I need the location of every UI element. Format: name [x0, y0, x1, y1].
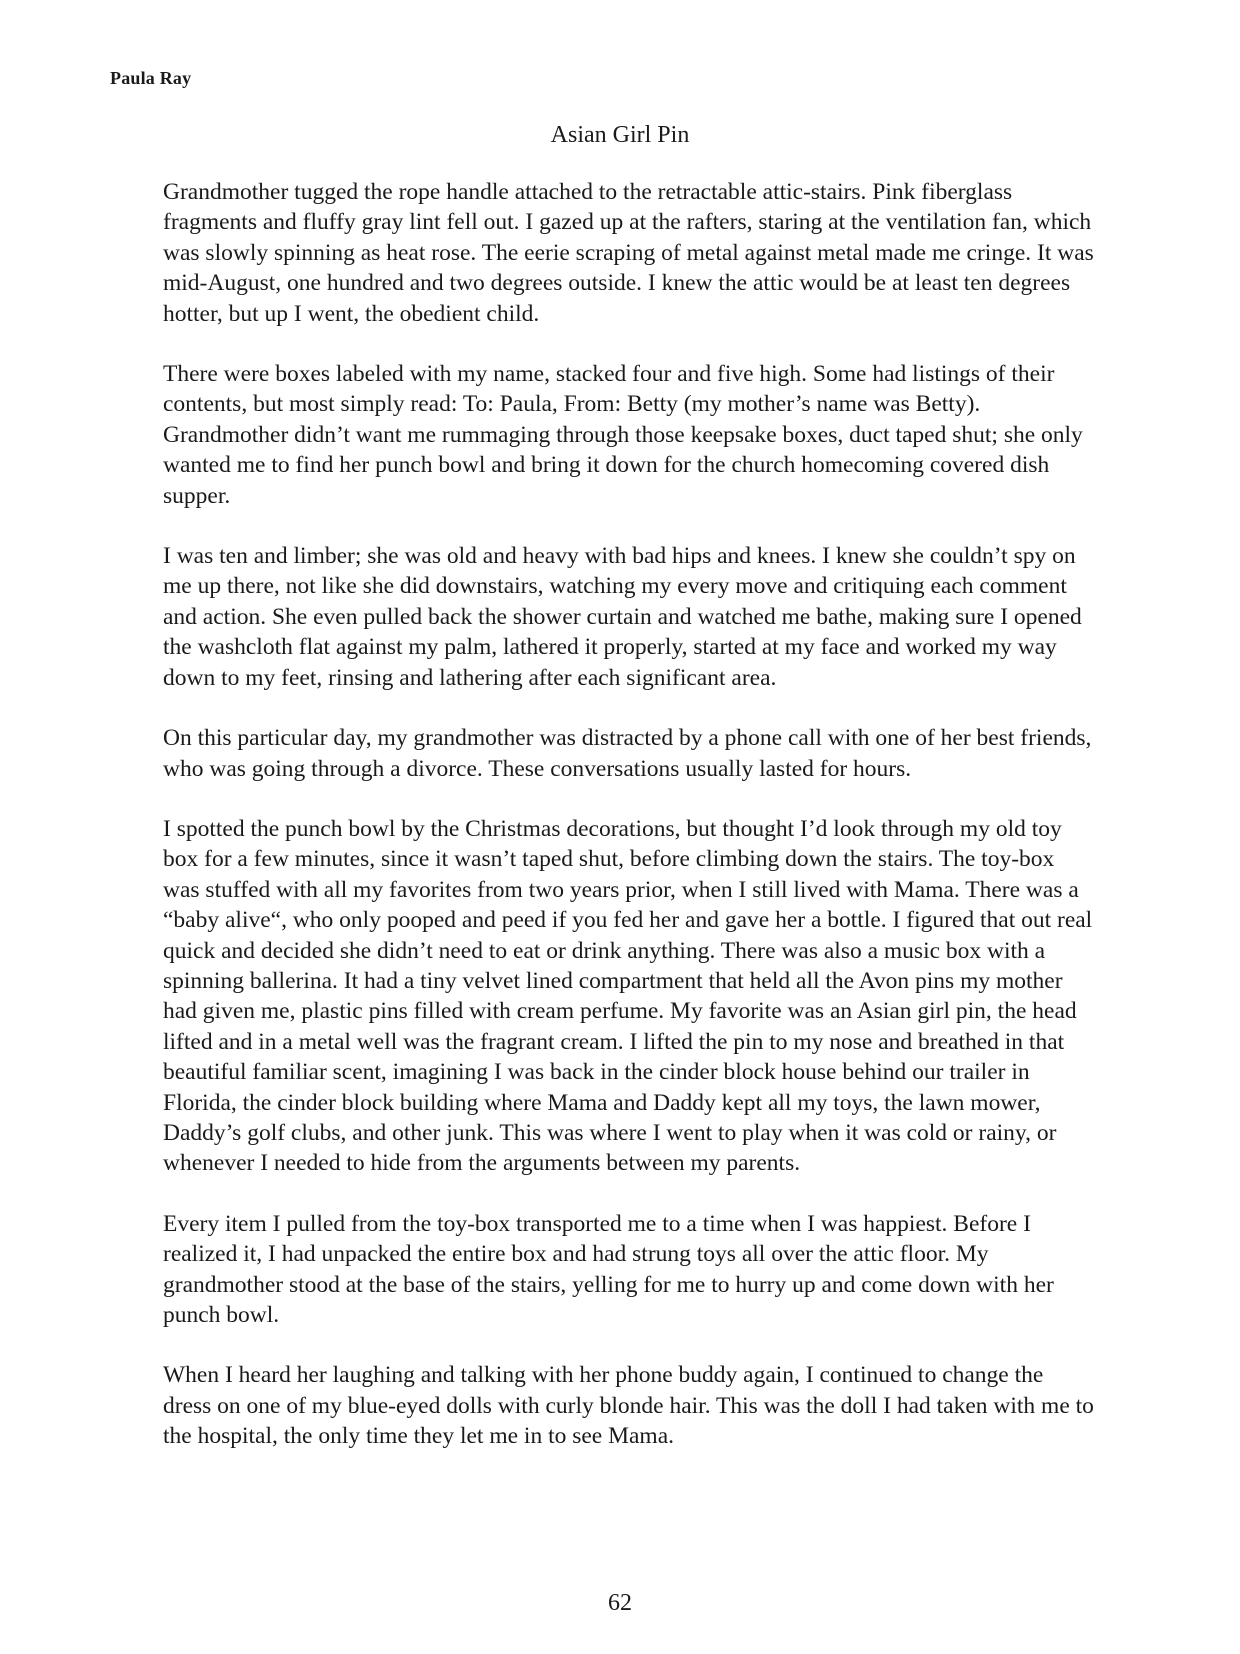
story-body: [163, 177, 1095, 1482]
paragraph-2: There were boxes labeled with my name, stacked four and five high. Some had listings of their contents, but most simply read: To: Paula, From: Betty (my mother’s name was Betty). Grandmother didn’t want me rummaging through those keepsake boxes, duct taped shut; she only wanted me to find her punch bowl and bring it down for the church homecoming covered dish supper.: [163, 361, 1083, 509]
author-name: Paula Ray: [110, 68, 192, 88]
paragraph-1: Grandmother tugged the rope handle attached to the retractable attic-stairs. Pink fiberglass fragments and fluffy gray lint fell out. I gazed up at the rafters, staring at the ventilation fan, which was slowly spinning as heat rose. The eerie scraping of metal against metal made me cringe. It was mid-August, one hundred and two degrees outside. I knew the attic would be at least ten degrees hotter, but up I went, the obedient child.: [163, 179, 1094, 327]
paragraph-4: On this particular day, my grandmother was distracted by a phone call with one of her best friends, who was going through a divorce. These conversations usually lasted for hours.: [163, 725, 1092, 782]
paragraph-5: I spotted the punch bowl by the Christmas decorations, but thought I’d look through my old toy box for a few minutes, since it wasn’t taped shut, before climbing down the stairs. The toy-box was stuffed with all my favorites from two years prior, when I still lived with Mama. There was a “baby alive“, who only pooped and peed if you fed her and gave her a bottle. I figured that out real quick and decided she didn’t need to eat or drink anything. There was also a music box with a spinning ballerina. It had a tiny velvet lined compartment that held all the Avon pins my mother had given me, plastic pins filled with cream perfume. My favorite was an Asian girl pin, the head lifted and in a metal well was the fragrant cream. I lifted the pin to my nose and breathed in that beautiful familiar scent, imagining I was back in the cinder block house behind our trailer in Florida, the cinder block building where Mama and Daddy kept all my toys, the lawn mower, Daddy’s golf clubs, and other junk. This was where I went to play when it was cold or rainy, or whenever I needed to hide from the arguments between my parents.: [163, 815, 1093, 1177]
page-title: Asian Girl Pin: [550, 122, 690, 148]
paragraph-6: Every item I pulled from the toy-box transported me to a time when I was happiest. Before I realized it, I had unpacked the entire box and had strung toys all over the attic floor. My grandmother stood at the base of the stairs, yelling for me to hurry up and come down with her punch bowl.: [163, 1210, 1054, 1328]
paragraph-3: I was ten and limber; she was old and heavy with bad hips and knees. I knew she couldn’t spy on me up there, not like she did downstairs, watching my every move and critiquing each comment and action. She even pulled back the shower curtain and watched me bathe, making sure I opened the washcloth flat against my palm, lathered it properly, started at my face and worked my way down to my feet, rinsing and lathering after each significant area.: [163, 543, 1082, 691]
paragraph-7: When I heard her laughing and talking with her phone buddy again, I continued to change the dress on one of my blue-eyed dolls with curly blonde hair. This was the doll I had taken with me to the hospital, the only time they let me in to see Mama.: [163, 1362, 1094, 1450]
page-number: 62: [608, 1590, 632, 1616]
